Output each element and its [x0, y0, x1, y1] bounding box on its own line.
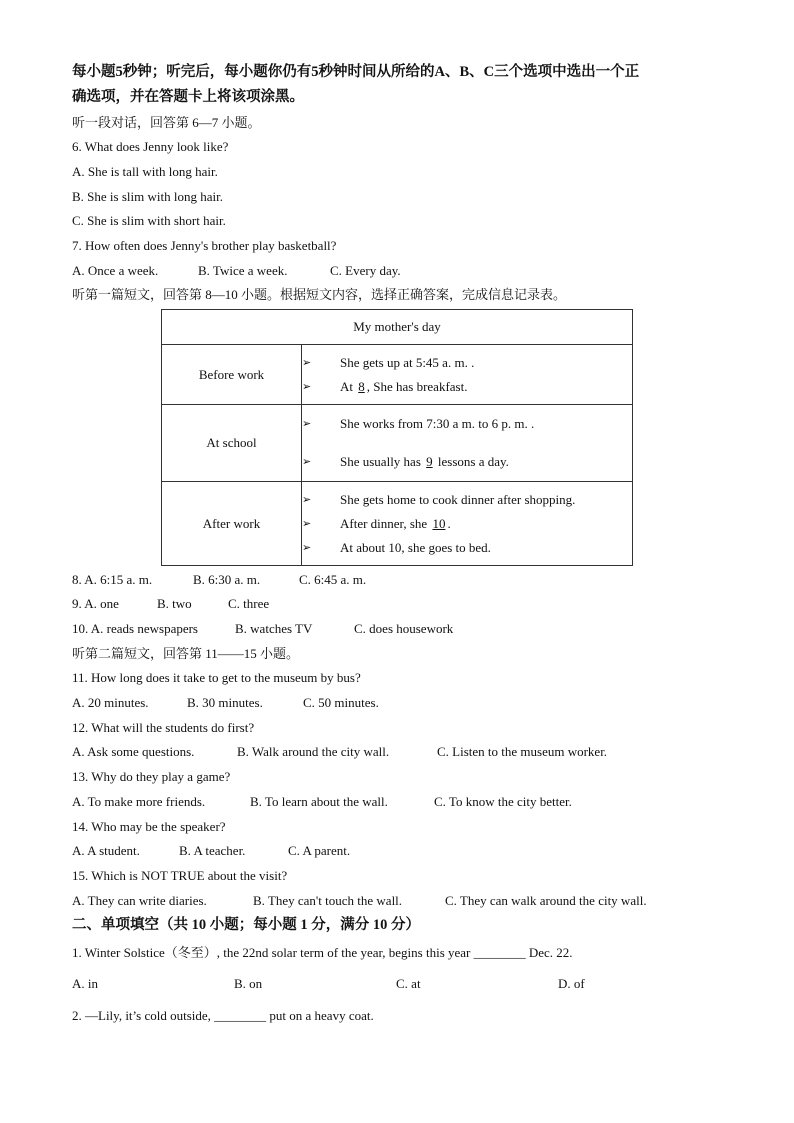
bullet-item: ➢ At about 10, she goes to bed.	[302, 539, 491, 555]
arrow-bullet-icon: ➢	[302, 379, 312, 393]
arrow-bullet-icon: ➢	[302, 417, 312, 430]
question-12-option-a: A. Ask some questions.	[72, 744, 195, 759]
question-6-option-c: C. She is slim with short hair.	[72, 213, 226, 228]
question-8-option-a: 8. A. 6:15 a. m.	[72, 572, 153, 587]
table-row	[162, 345, 633, 405]
question-12-option-c: C. Listen to the museum worker.	[437, 744, 608, 759]
question-10-option-b: B. watches TV	[235, 621, 313, 636]
section-2-question-1-option-a: A. in	[72, 976, 98, 991]
question-7-option-b: B. Twice a week.	[198, 263, 288, 278]
question-6-option-a: A. She is tall with long hair.	[72, 164, 218, 179]
question-15-option-a: A. They can write diaries.	[72, 893, 207, 908]
section-heading-passage-1: 听第一篇短文，回答第 8—10 小题。根据短文内容，选择正确答案，完成信息记录表。	[72, 287, 567, 302]
question-13-option-c: C. To know the city better.	[434, 794, 572, 809]
arrow-bullet-icon: ➢	[302, 355, 312, 369]
info-record-table	[161, 309, 633, 566]
question-10-option-a: 10. A. reads newspapers	[72, 621, 198, 636]
section-2-question-1-option-c: C. at	[396, 976, 421, 991]
arrow-bullet-icon: ➢	[302, 516, 312, 530]
question-11-stem: 11. How long does it take to get to the museum by bus?	[72, 670, 361, 685]
question-15-stem: 15. Which is NOT TRUE about the visit?	[72, 868, 288, 883]
question-11-option-c: C. 50 minutes.	[303, 695, 379, 710]
section-2-question-1-stem: 1. Winter Solstice（冬至）, the 22nd solar term of the year, begins this year ________ Dec. 22.	[72, 945, 573, 960]
section-heading-passage-2: 听第二篇短文，回答第 11——15 小题。	[72, 646, 300, 661]
arrow-bullet-icon: ➢	[302, 540, 312, 554]
question-8-option-b: B. 6:30 a. m.	[193, 572, 261, 587]
question-7-option-a: A. Once a week.	[72, 263, 159, 278]
question-13-option-b: B. To learn about the wall.	[250, 794, 388, 809]
question-6-option-b: B. She is slim with long hair.	[72, 189, 223, 204]
blank-9: 9	[426, 454, 433, 469]
row-content	[302, 405, 633, 482]
question-8-option-c: C. 6:45 a. m.	[299, 572, 367, 587]
question-15-option-c: C. They can walk around the city wall.	[445, 893, 647, 908]
table-title: My mother's day	[162, 310, 633, 345]
question-14-option-a: A. A student.	[72, 843, 140, 858]
question-12-option-b: B. Walk around the city wall.	[237, 744, 390, 759]
question-6-stem: 6. What does Jenny look like?	[72, 139, 229, 154]
question-9-option-a: 9. A. one	[72, 596, 119, 611]
question-9-option-c: C. three	[228, 596, 270, 611]
question-11-option-b: B. 30 minutes.	[187, 695, 263, 710]
table-row	[162, 405, 633, 482]
question-14-option-c: C. A parent.	[288, 843, 351, 858]
section-2-question-2-stem: 2. —Lily, it’s cold outside, ________ put on a heavy coat.	[72, 1008, 374, 1023]
question-11-option-a: A. 20 minutes.	[72, 695, 149, 710]
row-content	[302, 345, 633, 405]
instruction-line-2: 确选项，并在答题卡上将该项涂黑。	[72, 89, 304, 105]
section-2-question-1-option-d: D. of	[558, 976, 585, 991]
instruction-line-1: 每小题5秒钟；听完后，每小题你仍有5秒钟时间从所给的A、B、C三个选项中选出一个正	[72, 64, 640, 80]
question-7-option-c: C. Every day.	[330, 263, 401, 278]
bullet-item: ➢ At 8, She has breakfast.	[302, 378, 468, 394]
table-row	[162, 482, 633, 566]
bullet-item: ➢ She usually has 9 lessons a day.	[302, 454, 509, 469]
bullet-item: ➢ She gets home to cook dinner after shopping.	[302, 491, 576, 507]
question-13-stem: 13. Why do they play a game?	[72, 769, 231, 784]
question-14-option-b: B. A teacher.	[179, 843, 246, 858]
row-label: At school	[162, 405, 302, 482]
question-10-option-c: C. does housework	[354, 621, 454, 636]
bullet-item: ➢ She works from 7:30 a m. to 6 p. m. .	[302, 416, 535, 431]
bullet-item: ➢ She gets up at 5:45 a. m. .	[302, 354, 475, 370]
question-15-option-b: B. They can't touch the wall.	[253, 893, 403, 908]
question-14-stem: 14. Who may be the speaker?	[72, 819, 226, 834]
section-2-question-1-option-b: B. on	[234, 976, 263, 991]
blank-8: 8	[358, 378, 365, 394]
arrow-bullet-icon: ➢	[302, 492, 312, 506]
question-9-option-b: B. two	[157, 596, 192, 611]
section-2-title: 二、单项填空（共 10 小题；每小题 1 分，满分 10 分）	[72, 917, 420, 933]
row-label: After work	[162, 482, 302, 566]
row-content	[302, 482, 633, 566]
question-13-option-a: A. To make more friends.	[72, 794, 206, 809]
bullet-item: ➢ After dinner, she 10.	[302, 515, 451, 531]
row-label: Before work	[162, 345, 302, 405]
question-7-stem: 7. How often does Jenny's brother play basketball?	[72, 238, 337, 253]
blank-10: 10	[432, 515, 446, 531]
arrow-bullet-icon: ➢	[302, 455, 312, 468]
section-heading-dialog: 听一段对话，回答第 6—7 小题。	[72, 115, 261, 130]
question-12-stem: 12. What will the students do first?	[72, 720, 255, 735]
